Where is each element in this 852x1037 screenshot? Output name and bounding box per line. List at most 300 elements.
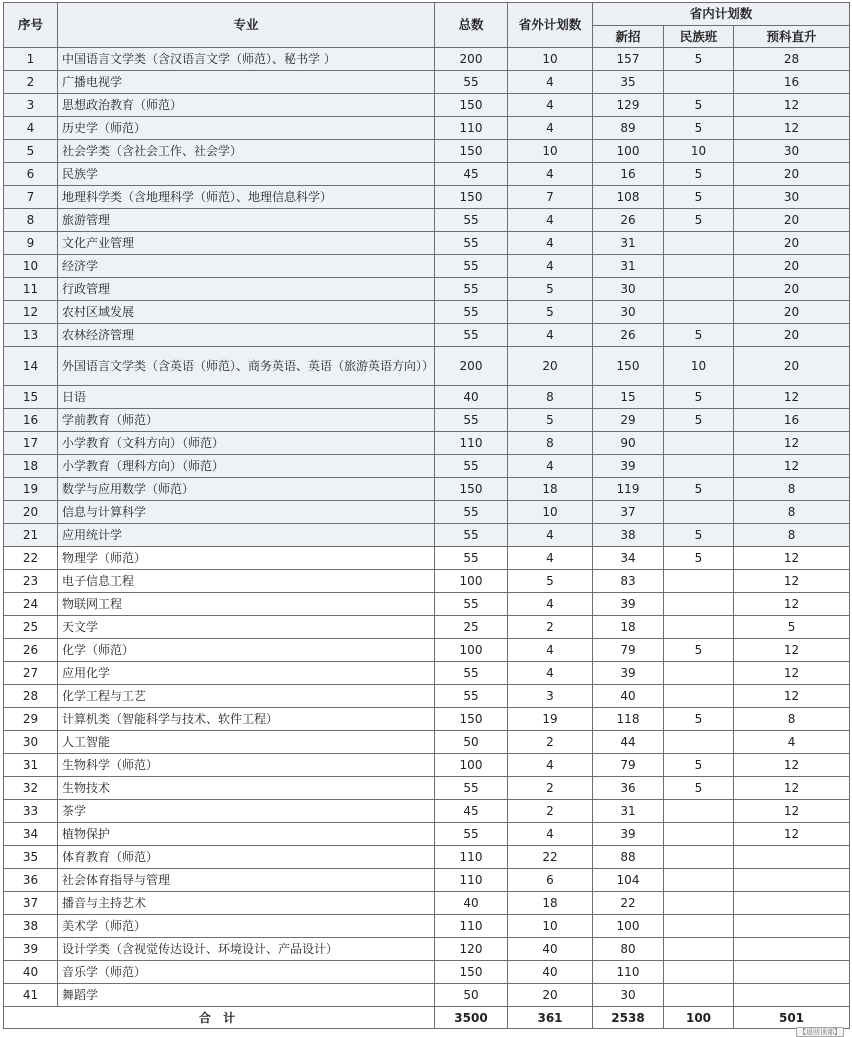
- cell-prep: 30: [734, 186, 850, 209]
- header-ethnic: 民族班: [664, 26, 734, 48]
- cell-new: 22: [593, 892, 664, 915]
- cell-index: 7: [4, 186, 58, 209]
- cell-index: 36: [4, 869, 58, 892]
- cell-ethnic: [664, 938, 734, 961]
- cell-ethnic: [664, 593, 734, 616]
- cell-ethnic: 5: [664, 639, 734, 662]
- cell-index: 13: [4, 324, 58, 347]
- cell-ethnic: [664, 301, 734, 324]
- cell-out-province: 4: [508, 163, 593, 186]
- cell-new: 39: [593, 593, 664, 616]
- table-row: [4, 823, 850, 846]
- cell-total: 55: [435, 662, 508, 685]
- header-total: 总数: [435, 3, 508, 48]
- table-row: [4, 984, 850, 1007]
- cell-major: 小学教育（理科方向）（师范）: [58, 455, 435, 478]
- cell-major: 电子信息工程: [58, 570, 435, 593]
- cell-prep: 5: [734, 616, 850, 639]
- table-row: [4, 869, 850, 892]
- cell-total: 55: [435, 209, 508, 232]
- cell-prep: 12: [734, 800, 850, 823]
- cell-major: 社会学类（含社会工作、社会学）: [58, 140, 435, 163]
- cell-new: 37: [593, 501, 664, 524]
- cell-total: 150: [435, 94, 508, 117]
- cell-major: 信息与计算科学: [58, 501, 435, 524]
- cell-new: 30: [593, 301, 664, 324]
- cell-new: 80: [593, 938, 664, 961]
- cell-prep: 12: [734, 754, 850, 777]
- cell-out-province: 10: [508, 140, 593, 163]
- admission-plan-table: [3, 2, 850, 1029]
- cell-out-province: 5: [508, 570, 593, 593]
- cell-index: 15: [4, 386, 58, 409]
- cell-major: 生物技术: [58, 777, 435, 800]
- cell-new: 39: [593, 662, 664, 685]
- cell-prep: 20: [734, 209, 850, 232]
- cell-major: 历史学（师范）: [58, 117, 435, 140]
- totals-new: 2538: [593, 1007, 664, 1029]
- cell-total: 55: [435, 823, 508, 846]
- cell-out-province: 10: [508, 48, 593, 71]
- cell-index: 2: [4, 71, 58, 94]
- cell-index: 41: [4, 984, 58, 1007]
- cell-total: 200: [435, 48, 508, 71]
- cell-new: 38: [593, 524, 664, 547]
- cell-new: 34: [593, 547, 664, 570]
- cell-index: 40: [4, 961, 58, 984]
- table-row: [4, 777, 850, 800]
- cell-new: 30: [593, 984, 664, 1007]
- cell-ethnic: [664, 731, 734, 754]
- cell-new: 110: [593, 961, 664, 984]
- cell-new: 31: [593, 232, 664, 255]
- cell-major: 广播电视学: [58, 71, 435, 94]
- cell-total: 150: [435, 478, 508, 501]
- cell-out-province: 40: [508, 938, 593, 961]
- cell-out-province: 5: [508, 278, 593, 301]
- cell-total: 55: [435, 409, 508, 432]
- cell-ethnic: [664, 432, 734, 455]
- cell-new: 35: [593, 71, 664, 94]
- totals-total: 3500: [435, 1007, 508, 1029]
- cell-major: 物理学（师范）: [58, 547, 435, 570]
- cell-out-province: 4: [508, 255, 593, 278]
- cell-total: 45: [435, 800, 508, 823]
- cell-ethnic: [664, 915, 734, 938]
- cell-prep: 8: [734, 524, 850, 547]
- cell-out-province: 7: [508, 186, 593, 209]
- cell-prep: 12: [734, 685, 850, 708]
- cell-out-province: 4: [508, 754, 593, 777]
- table-row: [4, 432, 850, 455]
- cell-major: 思想政治教育（师范）: [58, 94, 435, 117]
- cell-prep: 12: [734, 639, 850, 662]
- cell-out-province: 20: [508, 347, 593, 386]
- cell-prep: 30: [734, 140, 850, 163]
- cell-ethnic: [664, 455, 734, 478]
- cell-major: 旅游管理: [58, 209, 435, 232]
- cell-total: 150: [435, 140, 508, 163]
- back-to-top-link[interactable]: 【返回顶部】: [796, 1027, 844, 1037]
- cell-index: 25: [4, 616, 58, 639]
- cell-prep: 12: [734, 547, 850, 570]
- cell-ethnic: [664, 823, 734, 846]
- cell-ethnic: 5: [664, 209, 734, 232]
- cell-major: 社会体育指导与管理: [58, 869, 435, 892]
- cell-new: 29: [593, 409, 664, 432]
- cell-new: 79: [593, 754, 664, 777]
- cell-major: 学前教育（师范）: [58, 409, 435, 432]
- cell-new: 90: [593, 432, 664, 455]
- table-row: [4, 616, 850, 639]
- table-row: [4, 938, 850, 961]
- table-row: [4, 409, 850, 432]
- cell-total: 55: [435, 278, 508, 301]
- cell-major: 小学教育（文科方向）（师范）: [58, 432, 435, 455]
- cell-total: 55: [435, 255, 508, 278]
- cell-index: 12: [4, 301, 58, 324]
- cell-major: 经济学: [58, 255, 435, 278]
- cell-index: 14: [4, 347, 58, 386]
- cell-ethnic: 5: [664, 478, 734, 501]
- cell-new: 44: [593, 731, 664, 754]
- header-in-province: 省内计划数: [593, 3, 850, 26]
- cell-total: 40: [435, 892, 508, 915]
- cell-prep: 12: [734, 455, 850, 478]
- cell-ethnic: [664, 984, 734, 1007]
- table-row: [4, 662, 850, 685]
- table-row: [4, 892, 850, 915]
- cell-new: 40: [593, 685, 664, 708]
- cell-total: 110: [435, 869, 508, 892]
- cell-out-province: 20: [508, 984, 593, 1007]
- cell-new: 26: [593, 324, 664, 347]
- cell-ethnic: 5: [664, 324, 734, 347]
- table-row: [4, 386, 850, 409]
- header-index: 序号: [4, 3, 58, 48]
- cell-out-province: 4: [508, 524, 593, 547]
- cell-out-province: 2: [508, 800, 593, 823]
- cell-ethnic: 5: [664, 48, 734, 71]
- cell-prep: 20: [734, 163, 850, 186]
- cell-prep: 20: [734, 301, 850, 324]
- cell-index: 27: [4, 662, 58, 685]
- cell-out-province: 4: [508, 455, 593, 478]
- cell-index: 24: [4, 593, 58, 616]
- cell-new: 39: [593, 823, 664, 846]
- cell-ethnic: 10: [664, 140, 734, 163]
- cell-index: 28: [4, 685, 58, 708]
- cell-total: 50: [435, 731, 508, 754]
- cell-prep: 8: [734, 478, 850, 501]
- cell-prep: 12: [734, 662, 850, 685]
- cell-out-province: 4: [508, 639, 593, 662]
- cell-major: 应用化学: [58, 662, 435, 685]
- header-new: 新招: [593, 26, 664, 48]
- cell-major: 天文学: [58, 616, 435, 639]
- cell-out-province: 8: [508, 432, 593, 455]
- cell-major: 美术学（师范）: [58, 915, 435, 938]
- cell-ethnic: 5: [664, 386, 734, 409]
- cell-prep: 20: [734, 347, 850, 386]
- cell-new: 79: [593, 639, 664, 662]
- cell-ethnic: [664, 71, 734, 94]
- cell-out-province: 10: [508, 915, 593, 938]
- cell-index: 5: [4, 140, 58, 163]
- header-major: 专业: [58, 3, 435, 48]
- cell-major: 植物保护: [58, 823, 435, 846]
- cell-major: 化学（师范）: [58, 639, 435, 662]
- cell-new: 16: [593, 163, 664, 186]
- cell-total: 120: [435, 938, 508, 961]
- cell-new: 31: [593, 800, 664, 823]
- cell-major: 化学工程与工艺: [58, 685, 435, 708]
- cell-total: 150: [435, 708, 508, 731]
- cell-prep: 20: [734, 232, 850, 255]
- cell-index: 4: [4, 117, 58, 140]
- table-row: [4, 731, 850, 754]
- cell-new: 89: [593, 117, 664, 140]
- cell-prep: 28: [734, 48, 850, 71]
- cell-ethnic: 5: [664, 777, 734, 800]
- cell-ethnic: [664, 232, 734, 255]
- cell-major: 播音与主持艺术: [58, 892, 435, 915]
- cell-out-province: 18: [508, 478, 593, 501]
- cell-total: 110: [435, 117, 508, 140]
- cell-ethnic: [664, 869, 734, 892]
- cell-index: 37: [4, 892, 58, 915]
- cell-prep: 12: [734, 777, 850, 800]
- cell-ethnic: [664, 892, 734, 915]
- table-row: [4, 71, 850, 94]
- cell-total: 55: [435, 501, 508, 524]
- cell-total: 150: [435, 186, 508, 209]
- cell-prep: 20: [734, 278, 850, 301]
- cell-ethnic: 5: [664, 94, 734, 117]
- cell-total: 55: [435, 524, 508, 547]
- cell-ethnic: [664, 616, 734, 639]
- table-row: [4, 278, 850, 301]
- table-row: [4, 524, 850, 547]
- cell-out-province: 3: [508, 685, 593, 708]
- cell-major: 人工智能: [58, 731, 435, 754]
- cell-total: 55: [435, 301, 508, 324]
- cell-total: 110: [435, 915, 508, 938]
- cell-prep: [734, 915, 850, 938]
- cell-out-province: 19: [508, 708, 593, 731]
- cell-total: 110: [435, 432, 508, 455]
- table-row: [4, 140, 850, 163]
- cell-total: 55: [435, 777, 508, 800]
- cell-out-province: 2: [508, 616, 593, 639]
- cell-new: 26: [593, 209, 664, 232]
- cell-index: 35: [4, 846, 58, 869]
- cell-total: 150: [435, 961, 508, 984]
- table-row: [4, 846, 850, 869]
- cell-index: 30: [4, 731, 58, 754]
- cell-index: 3: [4, 94, 58, 117]
- cell-out-province: 5: [508, 301, 593, 324]
- cell-ethnic: [664, 570, 734, 593]
- table-row: [4, 570, 850, 593]
- cell-ethnic: [664, 685, 734, 708]
- cell-major: 中国语言文学类（含汉语言文学（师范）、秘书学 ）: [58, 48, 435, 71]
- table-row: [4, 754, 850, 777]
- cell-index: 21: [4, 524, 58, 547]
- cell-prep: [734, 892, 850, 915]
- table-row: [4, 685, 850, 708]
- totals-ethnic: 100: [664, 1007, 734, 1029]
- cell-ethnic: 10: [664, 347, 734, 386]
- table-row: [4, 547, 850, 570]
- cell-major: 体育教育（师范）: [58, 846, 435, 869]
- table-row: [4, 255, 850, 278]
- cell-major: 舞蹈学: [58, 984, 435, 1007]
- cell-new: 83: [593, 570, 664, 593]
- cell-out-province: 18: [508, 892, 593, 915]
- table-row: [4, 593, 850, 616]
- cell-index: 32: [4, 777, 58, 800]
- cell-index: 22: [4, 547, 58, 570]
- cell-index: 34: [4, 823, 58, 846]
- cell-new: 100: [593, 915, 664, 938]
- cell-ethnic: 5: [664, 754, 734, 777]
- cell-ethnic: 5: [664, 117, 734, 140]
- cell-total: 55: [435, 324, 508, 347]
- cell-new: 104: [593, 869, 664, 892]
- cell-total: 45: [435, 163, 508, 186]
- cell-ethnic: [664, 662, 734, 685]
- cell-out-province: 22: [508, 846, 593, 869]
- cell-major: 物联网工程: [58, 593, 435, 616]
- cell-total: 100: [435, 639, 508, 662]
- cell-total: 25: [435, 616, 508, 639]
- cell-new: 30: [593, 278, 664, 301]
- cell-total: 100: [435, 570, 508, 593]
- cell-major: 民族学: [58, 163, 435, 186]
- cell-out-province: 4: [508, 823, 593, 846]
- cell-out-province: 4: [508, 662, 593, 685]
- table-row: [4, 961, 850, 984]
- table-row: [4, 301, 850, 324]
- cell-prep: 8: [734, 501, 850, 524]
- cell-index: 16: [4, 409, 58, 432]
- cell-index: 10: [4, 255, 58, 278]
- cell-total: 55: [435, 593, 508, 616]
- cell-prep: 12: [734, 432, 850, 455]
- totals-label: 合 计: [4, 1007, 435, 1029]
- cell-total: 110: [435, 846, 508, 869]
- cell-major: 生物科学（师范）: [58, 754, 435, 777]
- cell-new: 100: [593, 140, 664, 163]
- totals-out-province: 361: [508, 1007, 593, 1029]
- cell-index: 11: [4, 278, 58, 301]
- cell-major: 应用统计学: [58, 524, 435, 547]
- cell-index: 29: [4, 708, 58, 731]
- cell-ethnic: [664, 961, 734, 984]
- table-row: [4, 324, 850, 347]
- cell-total: 40: [435, 386, 508, 409]
- cell-index: 18: [4, 455, 58, 478]
- cell-total: 55: [435, 455, 508, 478]
- cell-ethnic: [664, 278, 734, 301]
- cell-new: 31: [593, 255, 664, 278]
- cell-prep: 12: [734, 94, 850, 117]
- table-row: [4, 232, 850, 255]
- table-row: [4, 186, 850, 209]
- cell-major: 计算机类（智能科学与技术、软件工程）: [58, 708, 435, 731]
- header-out-province: 省外计划数: [508, 3, 593, 48]
- table-row: [4, 209, 850, 232]
- cell-major: 外国语言文学类（含英语（师范）、商务英语、英语（旅游英语方向））: [58, 347, 435, 386]
- table-row: [4, 708, 850, 731]
- cell-prep: 16: [734, 409, 850, 432]
- cell-new: 39: [593, 455, 664, 478]
- cell-index: 17: [4, 432, 58, 455]
- header-row: [4, 3, 850, 26]
- table-row: [4, 347, 850, 386]
- cell-ethnic: [664, 800, 734, 823]
- cell-out-province: 10: [508, 501, 593, 524]
- table-row: [4, 915, 850, 938]
- cell-major: 茶学: [58, 800, 435, 823]
- cell-index: 38: [4, 915, 58, 938]
- cell-major: 行政管理: [58, 278, 435, 301]
- cell-ethnic: 5: [664, 163, 734, 186]
- cell-index: 20: [4, 501, 58, 524]
- cell-major: 地理科学类（含地理科学（师范）、地理信息科学）: [58, 186, 435, 209]
- cell-out-province: 2: [508, 731, 593, 754]
- cell-index: 8: [4, 209, 58, 232]
- cell-new: 157: [593, 48, 664, 71]
- cell-prep: 12: [734, 117, 850, 140]
- cell-prep: 12: [734, 570, 850, 593]
- cell-index: 33: [4, 800, 58, 823]
- cell-total: 55: [435, 232, 508, 255]
- cell-major: 农林经济管理: [58, 324, 435, 347]
- cell-index: 1: [4, 48, 58, 71]
- cell-new: 36: [593, 777, 664, 800]
- cell-out-province: 40: [508, 961, 593, 984]
- cell-out-province: 4: [508, 209, 593, 232]
- cell-out-province: 4: [508, 117, 593, 140]
- cell-out-province: 5: [508, 409, 593, 432]
- table-row: [4, 455, 850, 478]
- cell-prep: 12: [734, 386, 850, 409]
- cell-new: 108: [593, 186, 664, 209]
- cell-prep: 12: [734, 823, 850, 846]
- cell-out-province: 4: [508, 232, 593, 255]
- cell-ethnic: [664, 255, 734, 278]
- cell-out-province: 2: [508, 777, 593, 800]
- cell-total: 55: [435, 71, 508, 94]
- table-row: [4, 639, 850, 662]
- cell-prep: 12: [734, 593, 850, 616]
- cell-prep: [734, 938, 850, 961]
- table-row: [4, 117, 850, 140]
- cell-ethnic: [664, 501, 734, 524]
- cell-major: 文化产业管理: [58, 232, 435, 255]
- cell-ethnic: [664, 846, 734, 869]
- cell-major: 音乐学（师范）: [58, 961, 435, 984]
- totals-row: [4, 1007, 850, 1029]
- cell-out-province: 4: [508, 593, 593, 616]
- table-row: [4, 800, 850, 823]
- cell-prep: [734, 846, 850, 869]
- table-row: [4, 94, 850, 117]
- cell-major: 日语: [58, 386, 435, 409]
- cell-ethnic: 5: [664, 409, 734, 432]
